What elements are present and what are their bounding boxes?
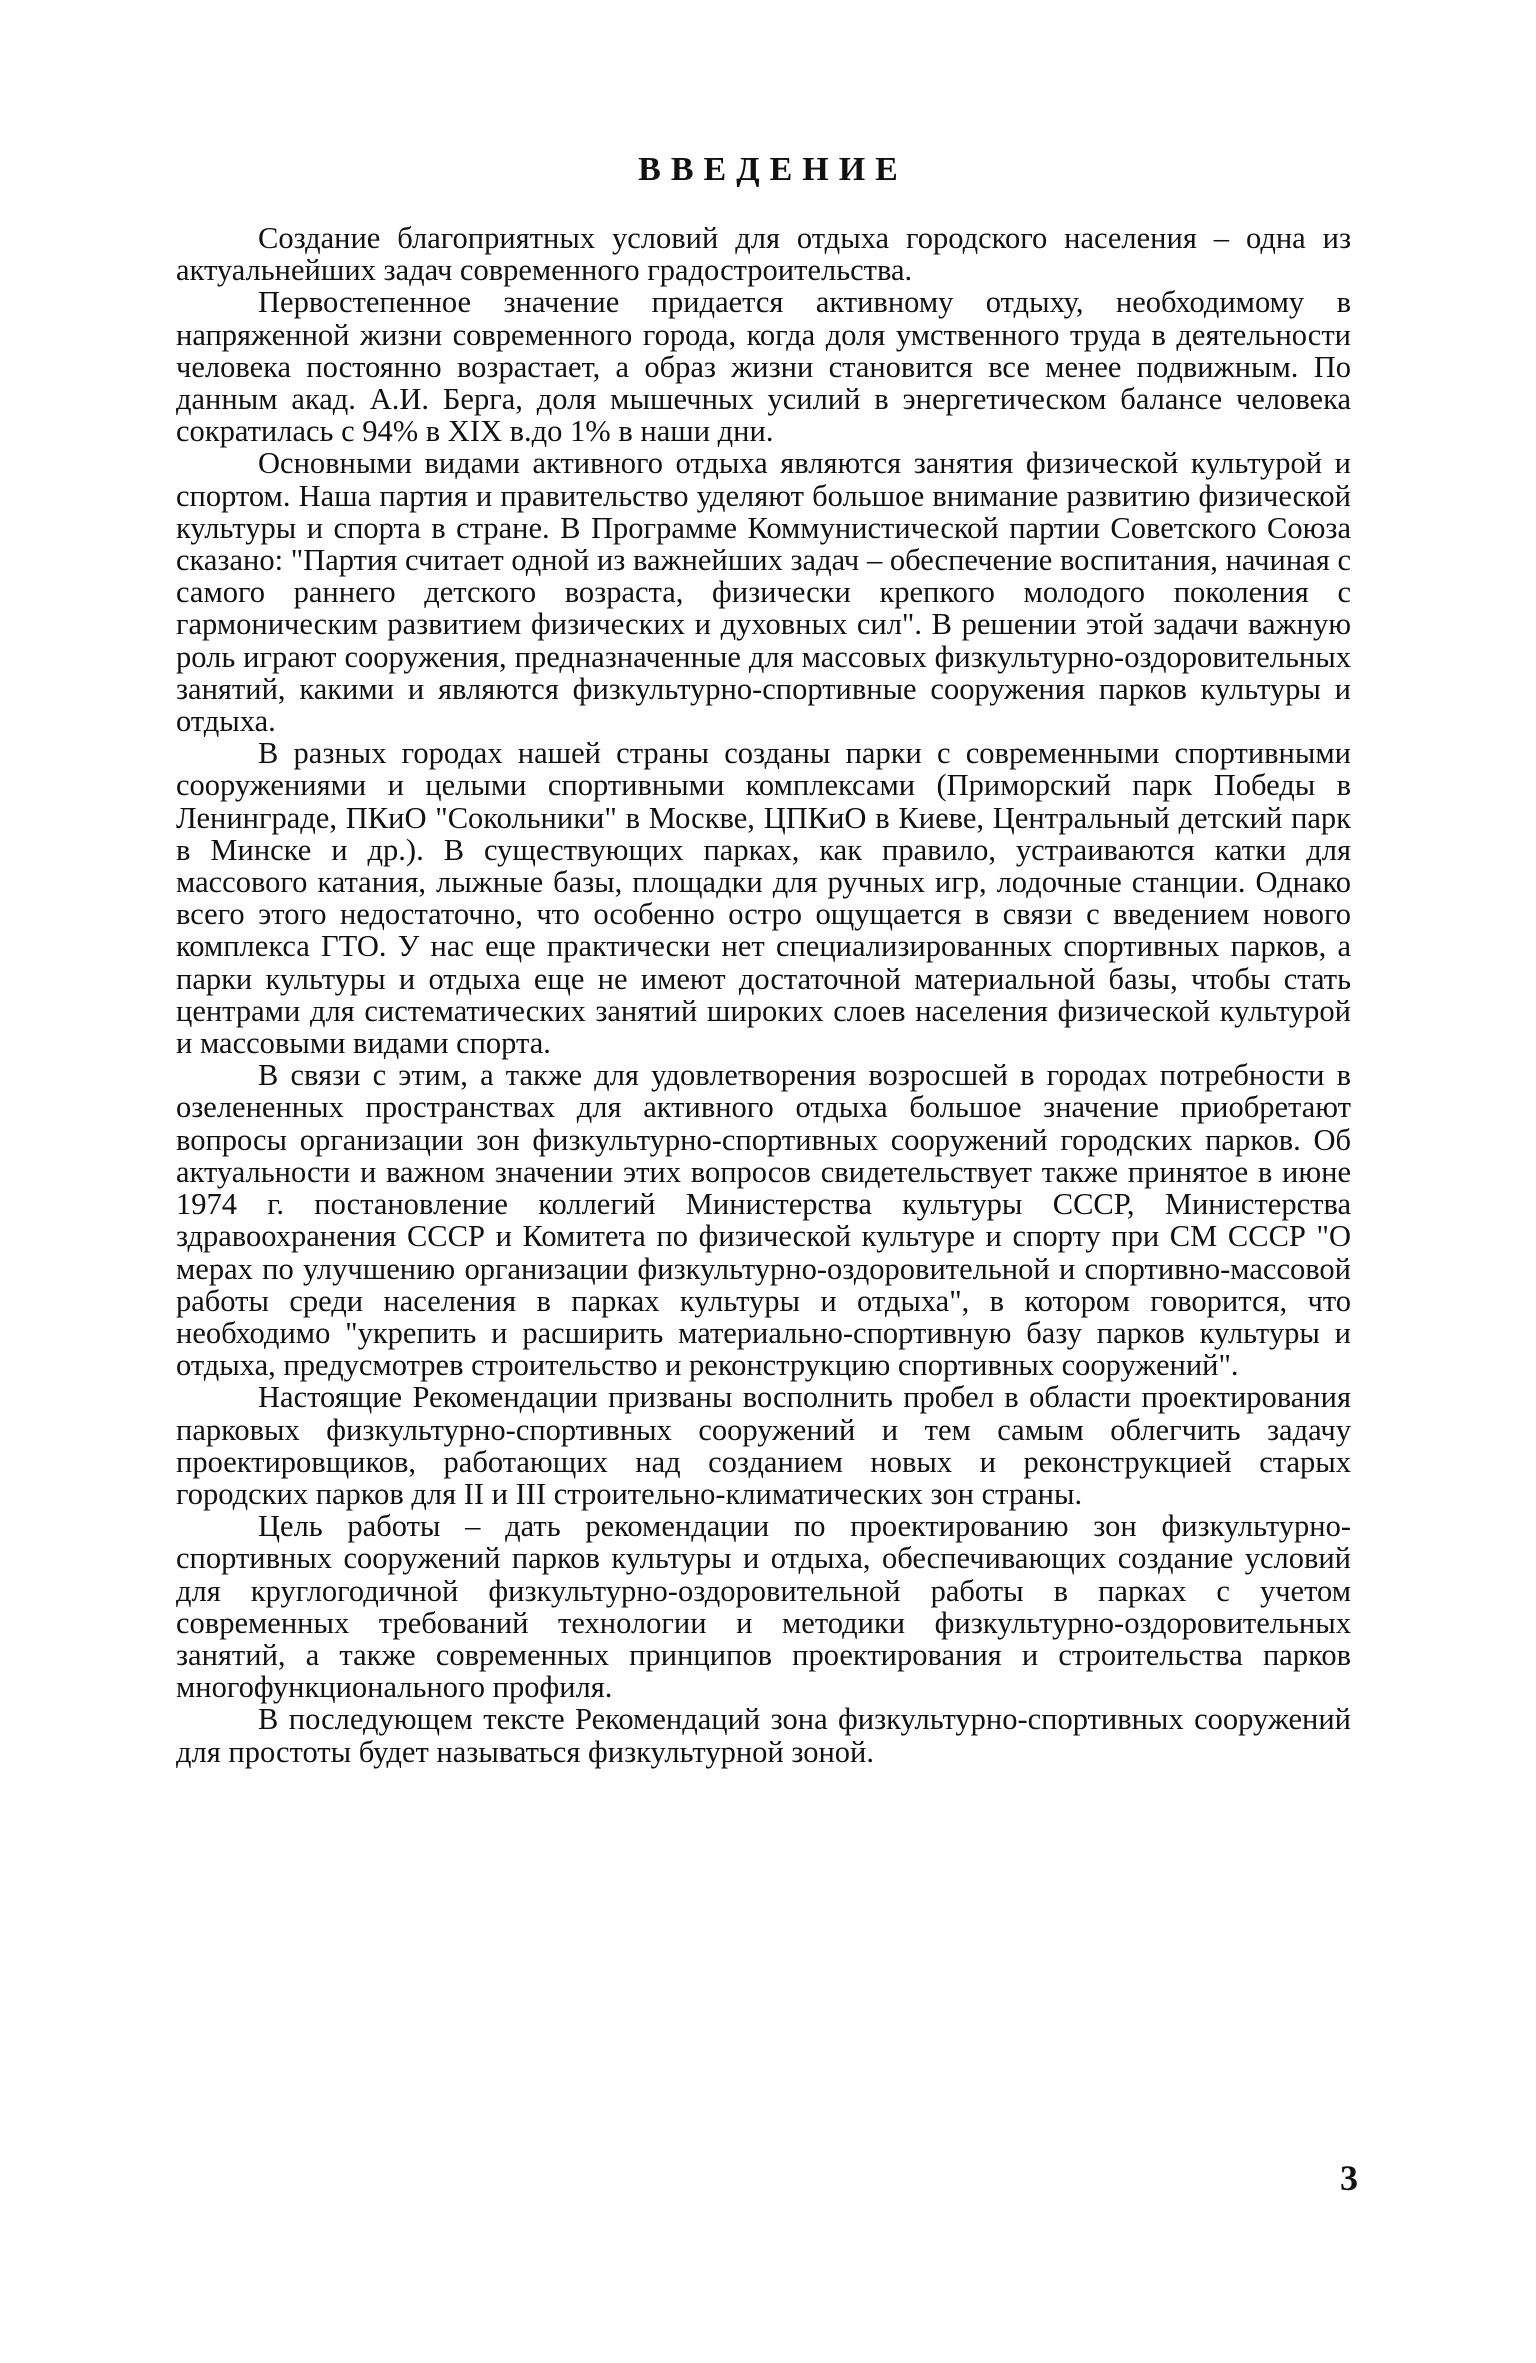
paragraph-1: Создание благоприятных условий для отдыха городского населения – одна из актуальнейших задач современного градостроительства.: [176, 221, 1351, 288]
paragraph-7: Цель работы – дать рекомендации по проектированию зон физкультурно-спортивных сооружений парков культуры и отдыха, обеспечивающих создание условий для круглогодичной физкультурно-оздоровительной работы в парках с учетом современных требований технологии и методики физкультурно-оздоровительных занятий, а также современных принципов проектирования и строительства парков многофункционального профиля.: [176, 1509, 1351, 1705]
page-number: 3: [1340, 2158, 1358, 2198]
paragraph-2: Первостепенное значение придается активному отдыху, необходимому в напряженной жизни современного города, когда доля умственного труда в деятельности человека постоянно возрастает, а образ жизни становится все менее подвижным. По данным акад. А.И. Берга, доля мышечных усилий в энергетическом балансе человека сократилась с 94% в XIX в.до 1% в наши дни.: [176, 285, 1351, 449]
paragraph-4: В разных городах нашей страны созданы парки с современными спортивными сооружениями и целыми спортивными комплексами (Приморский парк Победы в Ленинграде, ПКиО "Сокольники" в Москве, ЦПКиО в Киеве, Центральный детский парк в Минске и др.). В существующих парках, как правило, устраиваются катки для массового катания, лыжные базы, площадки для ручных игр, лодочные станции. Однако всего этого недостаточно, что особенно остро ощущается в связи с введением нового комплекса ГТО. У нас еще практически нет специализированных спортивных парков, а парки культуры и отдыха еще не имеют достаточной материальной базы, чтобы стать центрами для систематических занятий широких слоев населения физической культурой и массовыми видами спорта.: [176, 736, 1351, 1061]
paragraph-6: Настоящие Рекомендации призваны восполнить пробел в области проектирования парковых физкультурно-спортивных сооружений и тем самым облегчить задачу проектировщиков, работающих над созданием новых и реконструкцией старых городских парков для II и III строительно-климатических зон страны.: [176, 1380, 1351, 1511]
body-text: [176, 222, 1351, 1768]
paragraph-5: В связи с этим, а также для удовлетворения возросшей в городах потребности в озелененных пространствах для активного отдыха большое значение приобретают вопросы организации зон физкультурно-спортивных сооружений городских парков. Об актуальности и важном значении этих вопросов свидетельствует также принятое в июне 1974 г. постановление коллегий Министерства культуры СССР, Министерства здравоохранения СССР и Комитета по физической культуре и спорту при СМ СССР "О мерах по улучшению организации физкультурно-оздоровительной и спортивно-массовой работы среди населения в парках культуры и отдыха", в котором говорится, что необходимо "укрепить и расширить материально-спортивную базу парков культуры и отдыха, предусмотрев строительство и реконструкцию спортивных сооружений".: [176, 1058, 1351, 1383]
paragraph-8: В последующем тексте Рекомендаций зона физкультурно-спортивных сооружений для простоты будет называться физкультурной зоной.: [176, 1702, 1351, 1769]
paragraph-3: Основными видами активного отдыха являются занятия физической культурой и спортом. Наша партия и правительство уделяют большое внимание развитию физической культуры и спорта в стране. В Программе Коммунистической партии Советского Союза сказано: "Партия считает одной из важнейших задач – обеспечение воспитания, начиная с самого раннего детского возраста, физически крепкого молодого поколения с гармоническим развитием физических и духовных сил". В решении этой задачи важную роль играют сооружения, предназначенные для массовых физкультурно-оздоровительных занятий, какими и являются физкультурно-спортивные сооружения парков культуры и отдыха.: [176, 446, 1351, 739]
section-heading: ВВЕДЕНИЕ: [638, 151, 908, 188]
